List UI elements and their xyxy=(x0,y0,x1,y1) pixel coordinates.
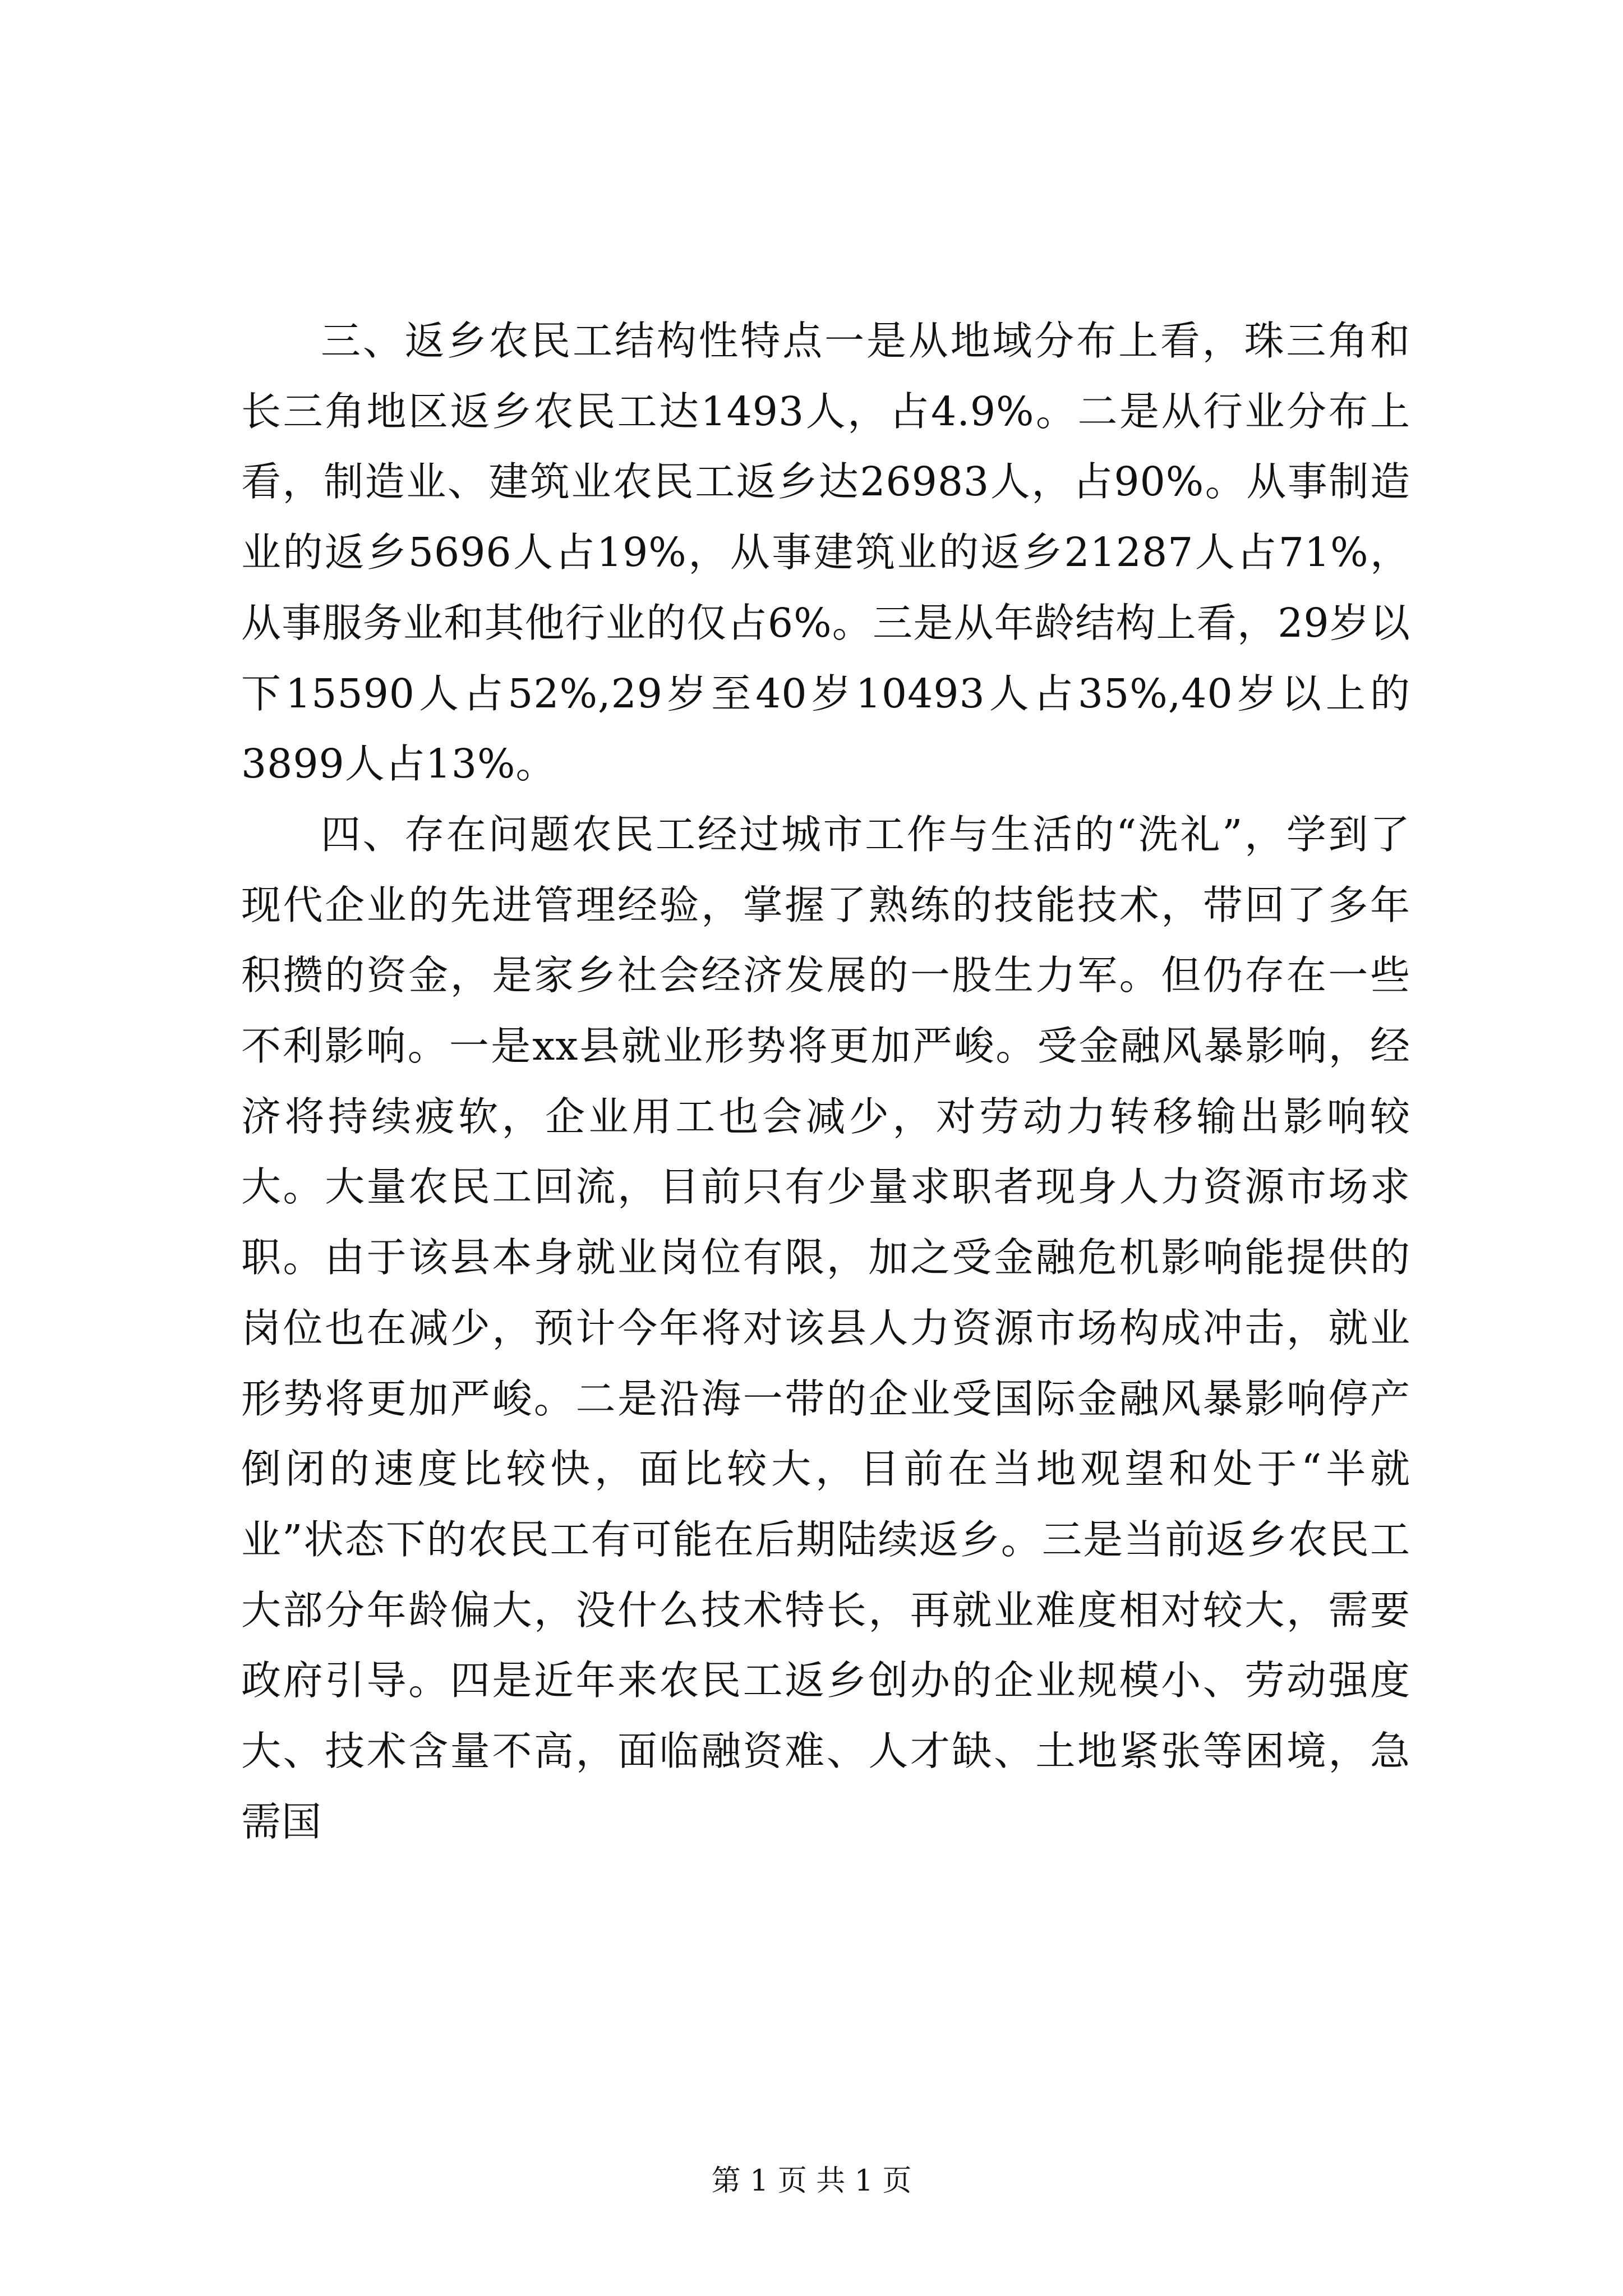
paragraph-existing-problems: 四、存在问题农民工经过城市工作与生活的“洗礼”，学到了现代企业的先进管理经验，掌握了熟练的技能技术，带回了多年积攒的资金，是家乡社会经济发展的一股生力军。但仍存在一些不利影响。一是xx县就业形势将更加严峻。受金融风暴影响，经济将持续疲软，企业用工也会减少，对劳动力转移输出影响较大。大量农民工回流，目前只有少量求职者现身人力资源市场求职。由于该县本身就业岗位有限，加之受金融危机影响能提供的岗位也在减少，预计今年将对该县人力资源市场构成冲击，就业形势将更加严峻。二是沿海一带的企业受国际金融风暴影响停产倒闭的速度比较快，面比较大，目前在当地观望和处于“半就业”状态下的农民工有可能在后期陆续返乡。三是当前返乡农民工大部分年龄偏大，没什么技术特长，再就业难度相对较大，需要政府引导。四是近年来农民工返乡创办的企业规模小、劳动强度大、技术含量不高，面临融资难、人才缺、土地紧张等困境，急需国 xyxy=(241,811,1410,1845)
document-body xyxy=(241,306,1410,1857)
paragraph-returning-workers-structure: 三、返乡农民工结构性特点一是从地域分布上看，珠三角和长三角地区返乡农民工达1493人，占4.9%。二是从行业分布上看，制造业、建筑业农民工返乡达26983人，占90%。从事制造业的返乡5696人占19%，从事建筑业的返乡21287人占71%，从事服务业和其他行业的仅占6%。三是从年龄结构上看，29岁以下15590人占52%,29岁至40岁10493人占35%,40岁以上的3899人占13%。 xyxy=(241,318,1410,788)
page-footer: 第 1 页 共 1 页 xyxy=(711,2164,912,2198)
